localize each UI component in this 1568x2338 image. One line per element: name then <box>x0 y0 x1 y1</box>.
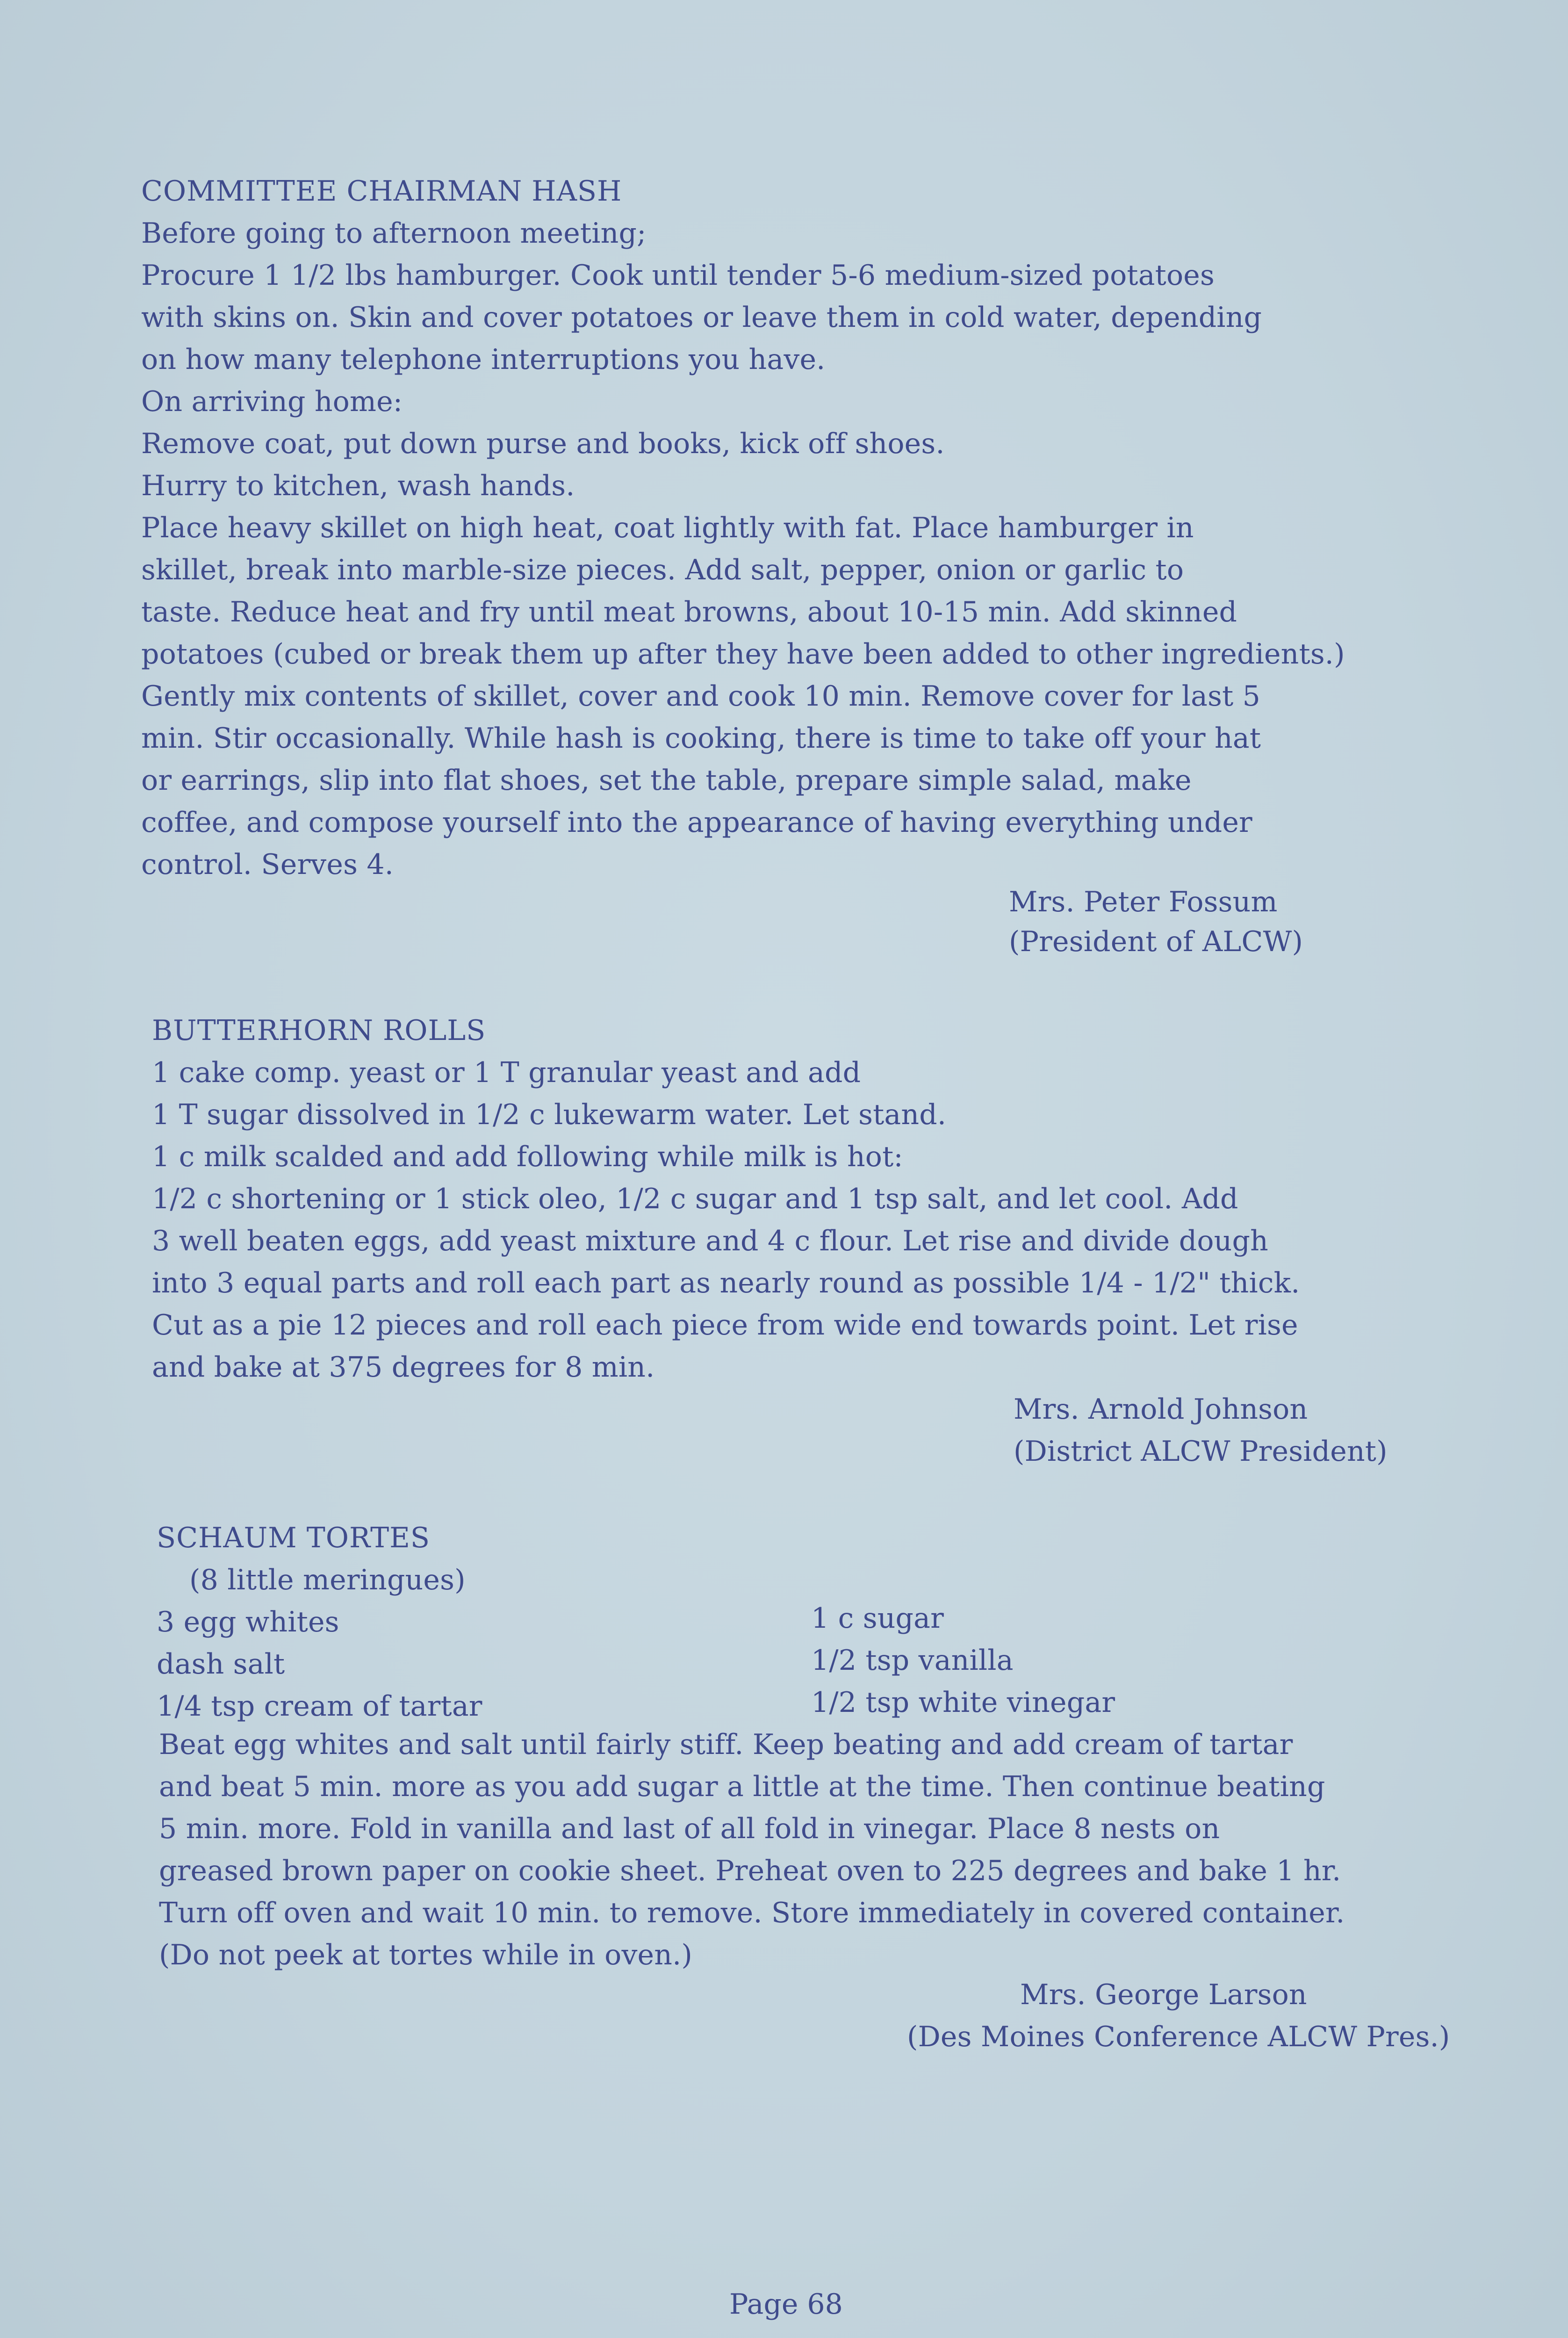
recipe-text-line: into 3 equal parts and roll each part as nearly round as possible 1/4 - 1/2" thick. <box>152 1267 1300 1299</box>
ingredient-right: 1/2 tsp vanilla <box>811 1644 1014 1677</box>
ingredient-left: 3 egg whites <box>157 1606 339 1638</box>
recipe-text-line: coffee, and compose yourself into the appearance of having everything under <box>141 806 1252 839</box>
recipe-text-line: or earrings, slip into flat shoes, set the table, prepare simple salad, make <box>141 764 1192 797</box>
recipe-text-line: 5 min. more. Fold in vanilla and last of all fold in vinegar. Place 8 nests on <box>159 1812 1220 1845</box>
recipe-text-line: Place heavy skillet on high heat, coat lightly with fat. Place hamburger in <box>141 512 1194 544</box>
recipe-text-line: On arriving home: <box>141 385 403 418</box>
recipe-text-line: 1 T sugar dissolved in 1/2 c lukewarm water. Let stand. <box>152 1098 947 1131</box>
recipe-text-line: greased brown paper on cookie sheet. Preheat oven to 225 degrees and bake 1 hr. <box>159 1855 1341 1887</box>
recipe-text-line: 1/2 c shortening or 1 stick oleo, 1/2 c sugar and 1 tsp salt, and let cool. Add <box>152 1183 1238 1215</box>
recipe-author-title: (Des Moines Conference ALCW Pres.) <box>907 2020 1450 2053</box>
ingredient-right: 1/2 tsp white vinegar <box>811 1686 1115 1719</box>
recipe-text-line: Before going to afternoon meeting; <box>141 217 647 250</box>
recipe-text-line: 1 cake comp. yeast or 1 T granular yeast and add <box>152 1056 861 1089</box>
ingredient-left: dash salt <box>157 1648 285 1681</box>
recipe-text-line: 1 c milk scalded and add following while milk is hot: <box>152 1140 903 1173</box>
recipe-text-line: with skins on. Skin and cover potatoes or leave them in cold water, depending <box>141 301 1262 334</box>
recipe-text-line: control. Serves 4. <box>141 848 394 881</box>
recipe-title: COMMITTEE CHAIRMAN HASH <box>141 175 622 208</box>
recipe-text-line: Cut as a pie 12 pieces and roll each piece from wide end towards point. Let rise <box>152 1309 1298 1342</box>
recipe-text-line: and bake at 375 degrees for 8 min. <box>152 1351 655 1384</box>
ingredient-right: 1 c sugar <box>811 1602 944 1635</box>
recipe-text-line: Turn off oven and wait 10 min. to remove. Store immediately in covered container. <box>159 1897 1345 1929</box>
recipe-text-line: Remove coat, put down purse and books, kick off shoes. <box>141 427 945 460</box>
recipe-text-line: on how many telephone interruptions you have. <box>141 343 826 376</box>
page-number: Page 68 <box>729 2288 843 2321</box>
recipe-text-line: Beat egg whites and salt until fairly stiff. Keep beating and add cream of tartar <box>159 1728 1293 1761</box>
recipe-text-line: taste. Reduce heat and fry until meat browns, about 10-15 min. Add skinned <box>141 596 1237 628</box>
recipe-text-line: (Do not peek at tortes while in oven.) <box>159 1939 692 1971</box>
recipe-subtitle: (8 little meringues) <box>189 1564 466 1596</box>
recipe-text-line: Procure 1 1/2 lbs hamburger. Cook until tender 5-6 medium-sized potatoes <box>141 259 1215 292</box>
recipe-author: Mrs. Arnold Johnson <box>1014 1393 1308 1426</box>
recipe-author-title: (District ALCW President) <box>1014 1435 1388 1468</box>
recipe-author: Mrs. Peter Fossum <box>1009 886 1278 918</box>
recipe-author: Mrs. George Larson <box>1020 1978 1307 2011</box>
ingredient-left: 1/4 tsp cream of tartar <box>157 1690 482 1723</box>
recipe-text-line: Gently mix contents of skillet, cover and cook 10 min. Remove cover for last 5 <box>141 680 1261 713</box>
recipe-title: SCHAUM TORTES <box>157 1522 430 1554</box>
recipe-text-line: 3 well beaten eggs, add yeast mixture and 4 c flour. Let rise and divide dough <box>152 1225 1268 1257</box>
recipe-text-line: skillet, break into marble-size pieces. Add salt, pepper, onion or garlic to <box>141 554 1184 586</box>
recipe-text-line: and beat 5 min. more as you add sugar a little at the time. Then continue beating <box>159 1770 1325 1803</box>
recipe-text-line: min. Stir occasionally. While hash is cooking, there is time to take off your hat <box>141 722 1261 755</box>
recipe-title: BUTTERHORN ROLLS <box>152 1014 486 1047</box>
recipe-text-line: potatoes (cubed or break them up after they have been added to other ingredients.) <box>141 638 1345 671</box>
recipe-text-line: Hurry to kitchen, wash hands. <box>141 469 575 502</box>
recipe-author-title: (President of ALCW) <box>1009 925 1303 958</box>
